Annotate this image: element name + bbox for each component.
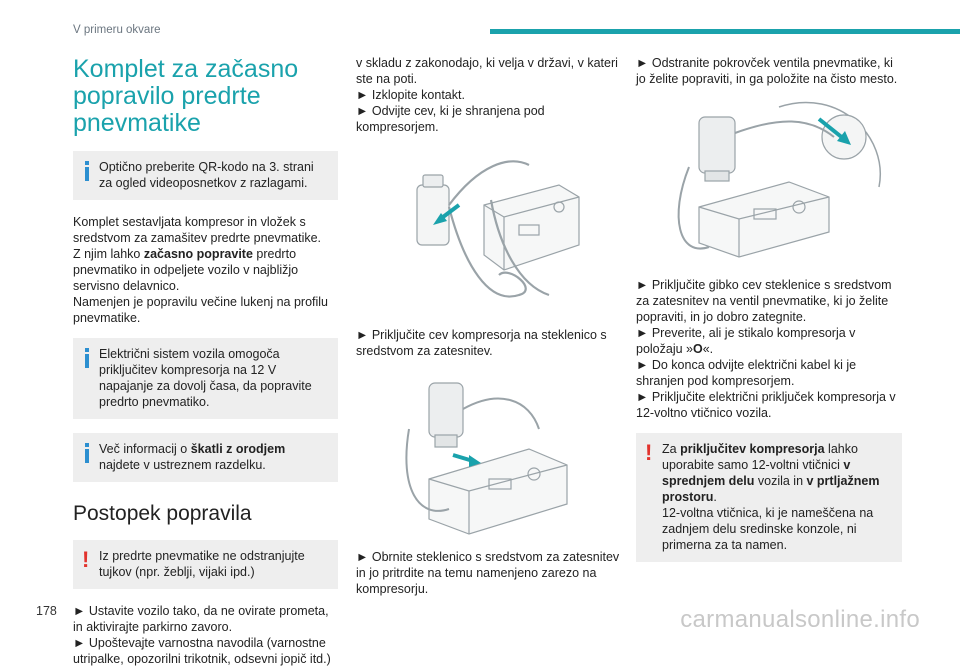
warning-note-socket bbox=[636, 433, 902, 562]
watermark: carmanualsonline.info bbox=[680, 606, 920, 633]
column-3 bbox=[636, 55, 902, 576]
step-11: ► Priključite električni priključek kompresorja v 12-voltno vtičnico vozila. bbox=[636, 390, 896, 420]
illustration-unwind-hose bbox=[389, 145, 589, 317]
info-note-qr bbox=[73, 151, 338, 200]
step-5-para bbox=[356, 327, 621, 359]
column-1 bbox=[73, 55, 338, 667]
info-note-electric bbox=[73, 338, 338, 419]
warning-icon: ! bbox=[82, 547, 90, 572]
steps-8-11 bbox=[636, 277, 902, 421]
step-4: ► Odvijte cev, ki je shranjena pod kompresorjem. bbox=[356, 104, 545, 134]
step-1: ► Ustavite vozilo tako, da ne ovirate prometa, in aktivirajte parkirno zavoro. bbox=[73, 604, 329, 634]
steps-col2-top bbox=[356, 55, 621, 135]
info-note-toolbox bbox=[73, 433, 338, 482]
step-2: ► Upoštevajte varnostna navodila (varnostne utripalke, opozorilni trikotnik, odsevni jopič itd.) bbox=[73, 636, 331, 666]
warning-icon: ! bbox=[645, 440, 653, 465]
step-6-para bbox=[356, 549, 621, 597]
subsection-title: Postopek popravila bbox=[73, 502, 252, 525]
step-3: ► Izklopite kontakt. bbox=[356, 88, 465, 102]
warning-socket-text: Za priključitev kompresorja lahko uporabite samo 12-voltni vtičnici v sprednjem delu vozila in v prtljažnem prostoru. bbox=[662, 442, 880, 504]
intro-line-1: Komplet sestavljata kompresor in vložek s sredstvom za zamašitev predrte pnevmatike. bbox=[73, 215, 322, 245]
page-number: 178 bbox=[36, 604, 57, 618]
step-6: ► Obrnite steklenico s sredstvom za zatesnitev in jo pritrdite na temu namenjeno zarezo na kompresorju. bbox=[356, 550, 620, 596]
step-7-para bbox=[636, 55, 902, 87]
note-electric-text: Električni sistem vozila omogoča priključitev kompresorja na 12 V napajanje za dovolj časa, da popravite predrto pnevmatiko. bbox=[99, 347, 312, 409]
note-qr-text: Optično preberite QR-kodo na 3. strani za ogled videoposnetkov z razlagami. bbox=[99, 160, 314, 190]
warning-objects-text: Iz predrte pnevmatike ne odstranjujte tujkov (npr. žeblji, vijaki ipd.) bbox=[99, 549, 305, 579]
warning-note-objects bbox=[73, 540, 338, 589]
illustration-valve-cap bbox=[659, 97, 879, 267]
step-10: ► Do konca odvijte električni kabel ki je shranjen pod kompresorjem. bbox=[636, 358, 857, 388]
info-icon bbox=[82, 443, 94, 463]
intro-line-3: Namenjen je popravilu večine lukenj na profilu pnevmatike. bbox=[73, 295, 329, 325]
illustration-attach-bottle bbox=[389, 369, 589, 539]
step-9: ► Preverite, ali je stikalo kompresorja v položaju »O«. bbox=[636, 326, 856, 356]
column-2 bbox=[356, 55, 621, 597]
running-header: V primeru okvare bbox=[73, 24, 161, 36]
intro-line-2: Z njim lahko začasno popravite predrto pnevmatiko in odpeljete vozilo v najbližjo servisno delavnico. bbox=[73, 247, 299, 293]
warning-socket-text-2: 12-voltna vtičnica, ki je nameščena na zadnjem delu sredinske konzole, ni primerna za ta namen. bbox=[662, 506, 874, 552]
info-icon bbox=[82, 161, 94, 181]
section-title: Komplet za začasno popravilo predrte pnevmatike bbox=[73, 55, 299, 137]
step-7: ► Odstranite pokrovček ventila pnevmatike, ki jo želite popraviti, in ga položite na čisto mesto. bbox=[636, 56, 898, 86]
step-8: ► Priključite gibko cev steklenice s sredstvom za zatesnitev na ventil pnevmatike, ki jo želite popraviti, in jo dobro zategnite. bbox=[636, 278, 892, 324]
header-accent-bar bbox=[490, 29, 960, 34]
info-icon bbox=[82, 348, 94, 368]
intro-paragraph bbox=[73, 214, 338, 326]
law-continuation: v skladu z zakonodajo, ki velja v državi, v kateri ste na poti. bbox=[356, 56, 618, 86]
note-toolbox-text: Več informacij o škatli z orodjem najdete v ustreznem razdelku. bbox=[99, 442, 286, 472]
steps-1-2 bbox=[73, 603, 338, 667]
step-5: ► Priključite cev kompresorja na steklenico s sredstvom za zatesnitev. bbox=[356, 328, 607, 358]
